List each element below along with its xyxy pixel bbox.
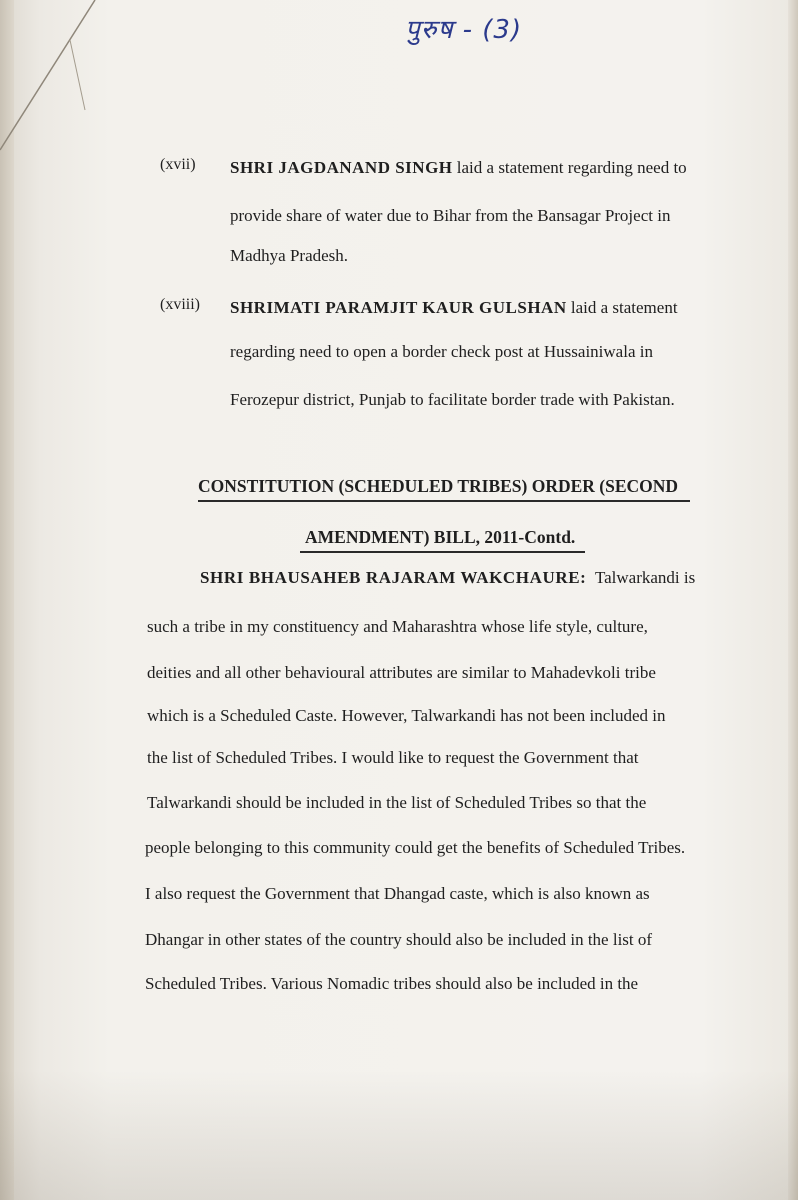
- speech-line-8: I also request the Government that Dhangad caste, which is also known as: [145, 884, 650, 903]
- item-line-2: regarding need to open a border check post at Hussainiwala in: [230, 342, 653, 361]
- list-item-xviii: [160, 292, 760, 422]
- folder-crease-mark: [0, 0, 170, 240]
- page-shadow: [0, 1070, 798, 1200]
- member-name: SHRIMATI PARAMJIT KAUR GULSHAN: [230, 298, 567, 317]
- speech-line-2: such a tribe in my constituency and Maharashtra whose life style, culture,: [147, 617, 648, 636]
- section-heading-line-1: CONSTITUTION (SCHEDULED TRIBES) ORDER (SECOND: [198, 476, 679, 496]
- page-right-edge: [788, 0, 798, 1200]
- list-item-xvii: [160, 152, 760, 272]
- item-line-1: [230, 158, 687, 178]
- speech-line-9: Dhangar in other states of the country should also be included in the list of: [145, 930, 653, 949]
- speech-line-3: deities and all other behavioural attributes are similar to Mahadevkoli tribe: [147, 663, 656, 682]
- handwritten-annotation: पुरुष - (3): [405, 15, 523, 45]
- heading-underline-1: [198, 500, 690, 502]
- member-name: SHRI JAGDANAND SINGH: [230, 158, 453, 177]
- speech-line-4: which is a Scheduled Caste. However, Talwarkandi has not been included in: [147, 706, 666, 725]
- speech-line-7: people belonging to this community could get the benefits of Scheduled Tribes.: [145, 838, 686, 857]
- item-number: (xviii): [160, 296, 200, 313]
- item-number: (xvii): [160, 156, 196, 173]
- item-line-3: Madhya Pradesh.: [230, 246, 349, 265]
- item-text: laid a statement regarding need to: [452, 158, 687, 177]
- speech-line-6: Talwarkandi should be included in the list of Scheduled Tribes so that the: [147, 793, 647, 812]
- speech-line-10: Scheduled Tribes. Various Nomadic tribes should also be included in the: [145, 974, 639, 993]
- item-line-2: provide share of water due to Bihar from the Bansagar Project in: [230, 206, 671, 225]
- item-line-3: Ferozepur district, Punjab to facilitate border trade with Pakistan.: [230, 390, 675, 409]
- section-heading-line-2: AMENDMENT) BILL, 2011-Contd.: [305, 527, 576, 547]
- heading-underline-2: [300, 551, 585, 553]
- speech-line-5: the list of Scheduled Tribes. I would like to request the Government that: [147, 748, 639, 767]
- speaker-name: SHRI BHAUSAHEB RAJARAM WAKCHAURE:: [200, 568, 587, 587]
- item-line-1: [230, 298, 678, 318]
- speech-text: Talwarkandi is: [594, 568, 696, 587]
- speech-line-1: [200, 568, 695, 588]
- item-text: laid a statement: [566, 298, 678, 317]
